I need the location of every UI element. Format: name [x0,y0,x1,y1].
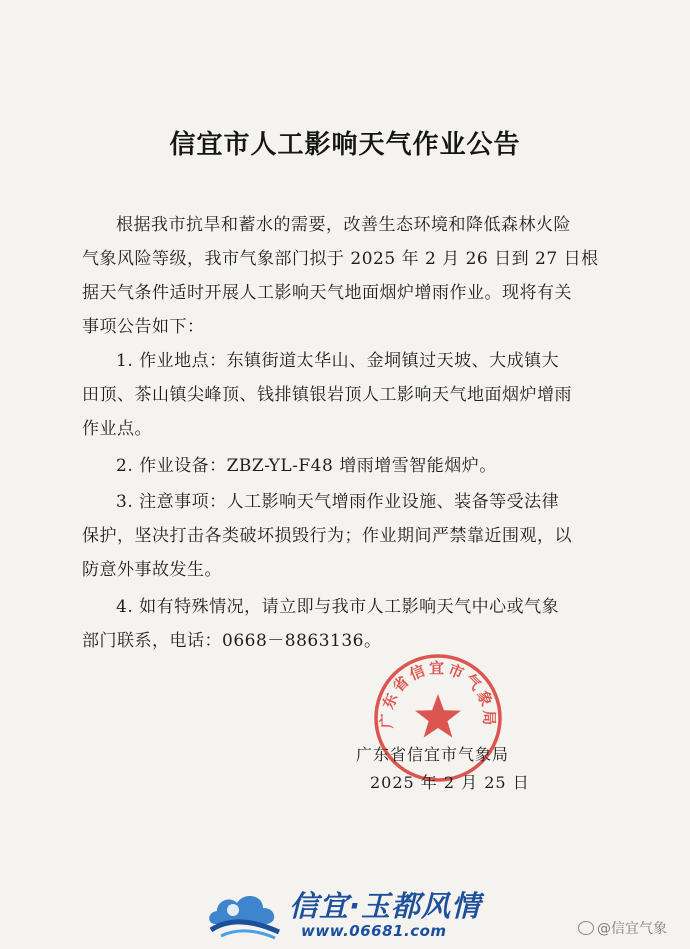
item-line: 4. 如有特殊情况，请立即与我市人工影响天气中心或气象 [116,597,560,617]
item-line: 3. 注意事项：人工影响天气增雨作业设施、装备等受法律 [116,492,560,512]
item-line: 保护，坚决打击各类破坏损毁行为；作业期间严禁靠近围观，以 [82,526,572,546]
signature-date: 2025 年 2 月 25 日 [370,773,530,792]
weibo-watermark [578,918,667,938]
intro-line: 事项公告如下： [82,317,205,337]
watermark-text: @信宜气象 [597,921,667,937]
seal-text: 广东省信宜市气象局 [377,659,499,729]
intro-paragraph [82,208,602,344]
weibo-icon [578,921,594,935]
intro-line: 据天气条件适时开展人工影响天气地面烟炉增雨作业。现将有关 [82,283,572,303]
item-notice [82,485,602,587]
item-line: 防意外事故发生。 [82,560,222,580]
item-contact [82,590,602,658]
item-line: 部门联系，电话：0668－8863136。 [82,631,382,651]
seal-star-icon [415,694,461,738]
site-banner [205,884,495,944]
item-location [82,344,602,446]
banner-title: 信宜·玉都风情 [289,889,482,923]
item-line: 2. 作业设备：ZBZ-YL-F48 增雨增雪智能烟炉。 [116,456,497,476]
item-line: 1. 作业地点：东镇街道太华山、金垌镇过天坡、大成镇大 [116,351,560,371]
item-line: 作业点。 [82,419,152,439]
item-line: 田顶、茶山镇尖峰顶、钱排镇银岩顶人工影响天气地面烟炉增雨 [82,385,572,405]
cloud-logo-icon [205,886,283,940]
document-title: 信宜市人工影响天气作业公告 [169,130,521,160]
signature-org: 广东省信宜市气象局 [356,745,510,764]
intro-line: 气象风险等级，我市气象部门拟于 2025 年 2 月 26 日到 27 日根 [82,249,599,269]
banner-url: www.06681.com [301,922,447,940]
intro-line: 根据我市抗旱和蓄水的需要，改善生态环境和降低森林火险 [116,215,571,235]
item-equipment [82,449,602,483]
